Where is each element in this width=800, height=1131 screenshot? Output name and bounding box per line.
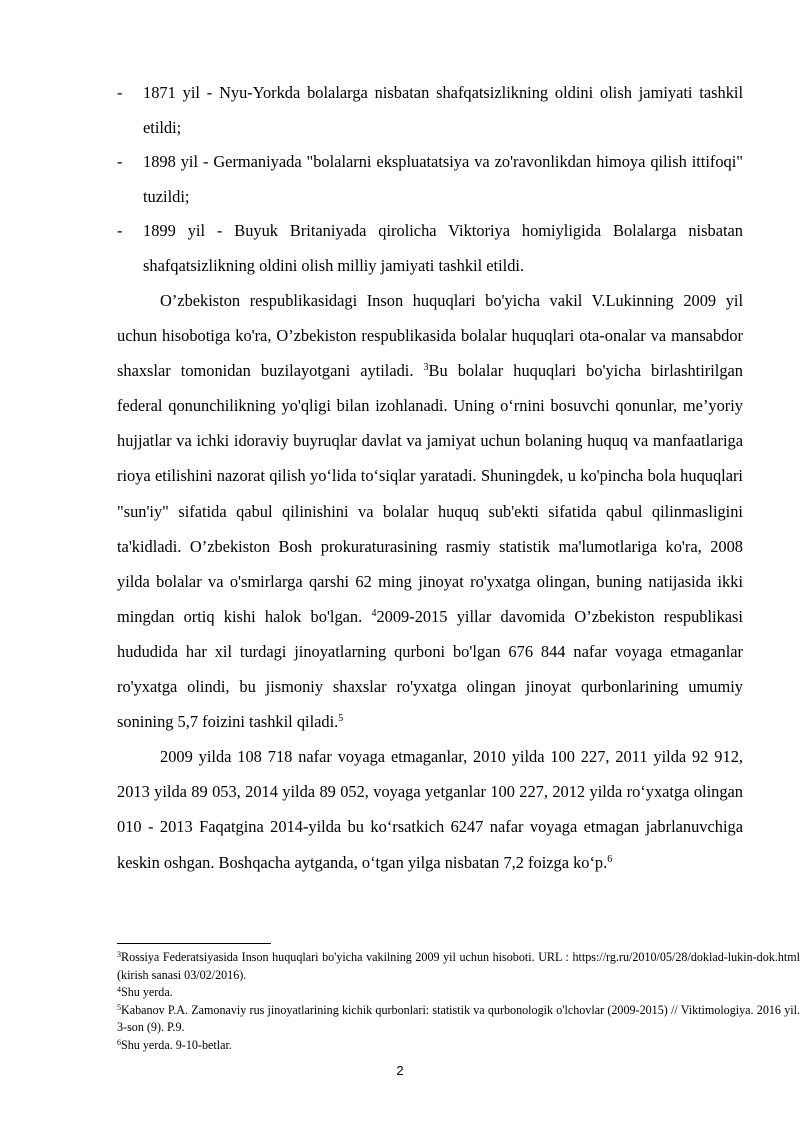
- footnote-separator: [117, 943, 271, 944]
- paragraph-2: [117, 739, 743, 879]
- footnote-number: 6: [117, 1037, 121, 1047]
- list-dash: -: [117, 221, 123, 240]
- list-item: [117, 76, 743, 145]
- footnote-ref[interactable]: 3: [423, 362, 429, 374]
- list-item-text: 1898 yil - Germaniyada "bolalarni ekspluatatsiya va zo'ravonlikdan himoya qilish ittifoqi" tuzildi;: [143, 152, 743, 206]
- list-dash: -: [117, 152, 123, 171]
- paragraph-1: [117, 283, 743, 739]
- footnote: [117, 949, 800, 984]
- list-item: [117, 214, 743, 283]
- footnote-text: Kabanov P.A. Zamonaviy rus jinoyatlarining kichik qurbonlari: statistik va qurbonologik o'lchovlar (2009-2015) // Viktimologiya. 2016 yil. 3-son (9). P.9.: [117, 1002, 800, 1034]
- footnote-number: 4: [117, 985, 121, 994]
- footnote-ref[interactable]: 4: [371, 607, 377, 619]
- footnote-ref[interactable]: 6: [607, 853, 613, 865]
- page-number: 2: [396, 1063, 404, 1078]
- paragraph-text: 2009 yilda 108 718 nafar voyaga etmaganlar, 2010 yilda 100 227, 2011 yilda 92 912, 2013 yilda 89 053, 2014 yilda 89 052, voyaga yetganlar 100 227, 2012 yilda ro‘yxatga olingan 010 - 2013 Faqatgina 2014-yilda bu ko‘rsatkich 6247 nafar voyaga etmagan jabrlanuvchiga keskin oshgan. Boshqacha aytganda, o‘tgan yilga nisbatan 7,2 foizga ko‘p.: [117, 747, 743, 872]
- body-text: [117, 283, 743, 880]
- list-item-text: 1899 yil - Buyuk Britaniyada qirolicha Viktoriya homiyligida Bolalarga nisbatan shafqatsizlikning oldini olish milliy jamiyati tashkil etildi.: [143, 221, 743, 275]
- footnote: [117, 1002, 800, 1037]
- footnote-text: Shu yerda.: [121, 985, 173, 999]
- paragraph-text: 2009-2015 yillar davomida O’zbekiston respublikasi hududida har xil turdagi jinoyatlarning qurboni bo'lgan 676 844 nafar voyaga etmaganlar ro'yxatga olindi, bu jismoniy shaxslar ro'yxatga olingan jinoyat qurbonlarining umumiy sonining 5,7 foizini tashkil qiladi.: [117, 606, 743, 732]
- footnote-text: Shu yerda. 9-10-betlar.: [121, 1037, 232, 1052]
- footnote: [117, 1037, 800, 1055]
- footnote-ref[interactable]: 5: [338, 713, 344, 725]
- list-item: [117, 145, 743, 214]
- paragraph-text: O’zbekiston respublikasidagi Inson huquqlari bo'yicha vakil V.Lukinning 2009 yil uchun hisobotiga ko'ra, O’zbekiston respublikasida bolalar huquqlari ota-onalar va mansabdor shaxslar tomonidan buzilayotgani aytiladi.: [117, 291, 743, 381]
- footnotes: [117, 949, 800, 1054]
- list-dash: -: [117, 83, 123, 102]
- list-item-text: 1871 yil - Nyu-Yorkda bolalarga nisbatan shafqatsizlikning oldini olish jamiyati tashkil etildi;: [143, 83, 743, 137]
- footnote: [117, 984, 800, 1002]
- footnote-text: Rossiya Federatsiyasida Inson huquqlari bo'yicha vakilning 2009 yil uchun hisoboti. URL : https://rg.ru/2010/05/28/doklad-lukin-dok.html (kirish sanasi 03/02/2016).: [117, 950, 800, 982]
- footnote-number: 3: [117, 950, 121, 959]
- event-list: [117, 76, 743, 283]
- paragraph-text: Bu bolalar huquqlari bo'yicha birlashtirilgan federal qonunchilikning yo'qligi bilan izohlanadi. Uning o‘rnini bosuvchi qonunlar, me’yoriy hujjatlar va ichki idoraviy buyruqlar davlat va jamiyat uchun bolaning huquq va manfaatlariga rioya etilishini nazorat qilish yo‘lida to‘siqlar yaratadi. Shuningdek, u ko'pincha bola huquqlari "sun'iy" sifatida qabul qilinishini va bolalar huquq sub'ekti sifatida qabul qilinmasligini ta'kidladi. O’zbekiston Bosh prokuraturasining rasmiy statistik ma'lumotlariga ko'ra, 2008 yilda bolalar va o'smirlarga qarshi 62 ming jinoyat ro'yxatga olingan, buning natijasida ikki mingdan ortiq kishi halok bo'lgan.: [117, 361, 743, 626]
- footnote-number: 5: [117, 1002, 121, 1012]
